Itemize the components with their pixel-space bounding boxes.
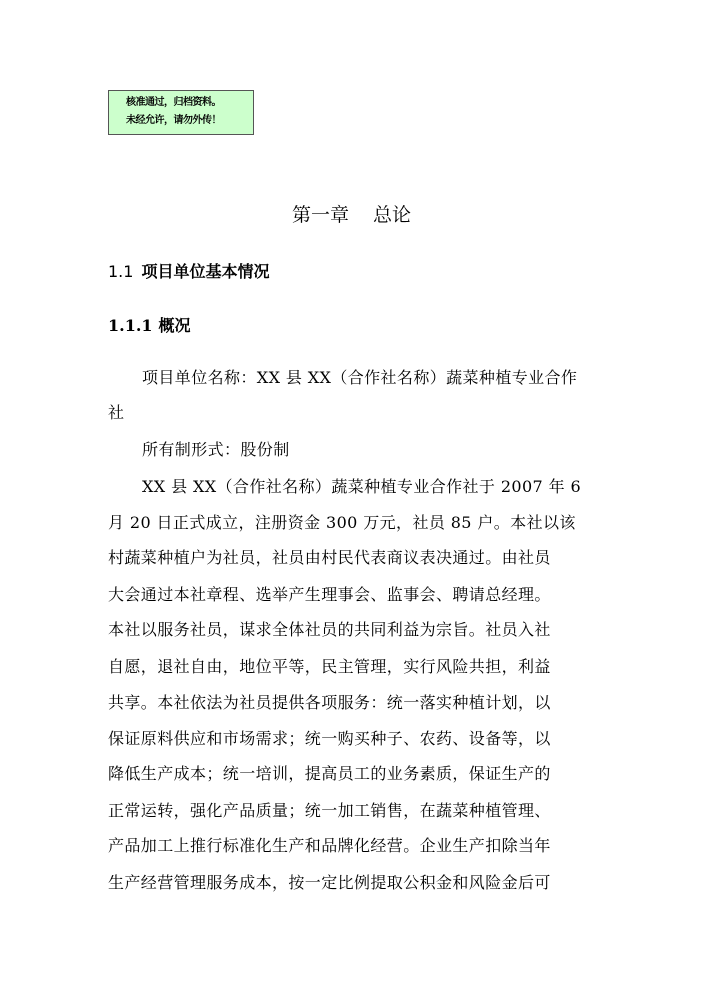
subsection-heading xyxy=(108,314,191,338)
subsection-number: 1.1.1 xyxy=(108,316,153,335)
body-line: 生产经营管理服务成本，按一定比例提取公积金和风险金后可 xyxy=(108,873,551,892)
body-line: 社 xyxy=(108,403,125,422)
body-line: 月 20 日正式成立，注册资金 300 万元，社员 85 户。本社以该 xyxy=(108,513,576,532)
body-line: 村蔬菜种植户为社员，社员由村民代表商议表决通过。由社员 xyxy=(108,548,551,567)
body-line: 正常运转，强化产品质量；统一加工销售，在蔬菜种植管理、 xyxy=(108,801,551,820)
body-line: 大会通过本社章程、选举产生理事会、监事会、聘请总经理。 xyxy=(108,585,551,604)
body-line: 保证原料供应和市场需求；统一购买种子、农药、设备等，以 xyxy=(108,729,551,748)
chapter-title xyxy=(0,202,703,228)
body-line: 共享。本社依法为社员提供各项服务：统一落实种植计划，以 xyxy=(108,693,551,712)
stamp-line-2: 未经允许，请勿外传！ xyxy=(126,115,221,126)
section-heading xyxy=(108,260,269,284)
section-number: 1.1 xyxy=(108,262,134,281)
body-line: XX 县 XX（合作社名称）蔬菜种植专业合作社于 2007 年 6 xyxy=(142,477,582,496)
chapter-number: 第一章 xyxy=(291,204,349,226)
subsection-title: 概况 xyxy=(158,316,191,335)
section-title: 项目单位基本情况 xyxy=(141,262,270,281)
body-line: 产品加工上推行标准化生产和品牌化经营。企业生产扣除当年 xyxy=(108,836,551,855)
body-line: 自愿，退社自由，地位平等，民主管理，实行风险共担，利益 xyxy=(108,657,551,676)
body-line: 降低生产成本；统一培训，提高员工的业务素质，保证生产的 xyxy=(108,764,551,783)
body-line: 所有制形式：股份制 xyxy=(142,440,290,459)
body-line: 项目单位名称：XX 县 XX（合作社名称）蔬菜种植专业合作 xyxy=(142,368,578,387)
stamp-line-1: 核准通过，归档资料。 xyxy=(126,97,221,108)
approval-stamp xyxy=(108,90,254,135)
chapter-name: 总论 xyxy=(373,204,412,226)
body-line: 本社以服务社员，谋求全体社员的共同利益为宗旨。社员入社 xyxy=(108,620,551,639)
